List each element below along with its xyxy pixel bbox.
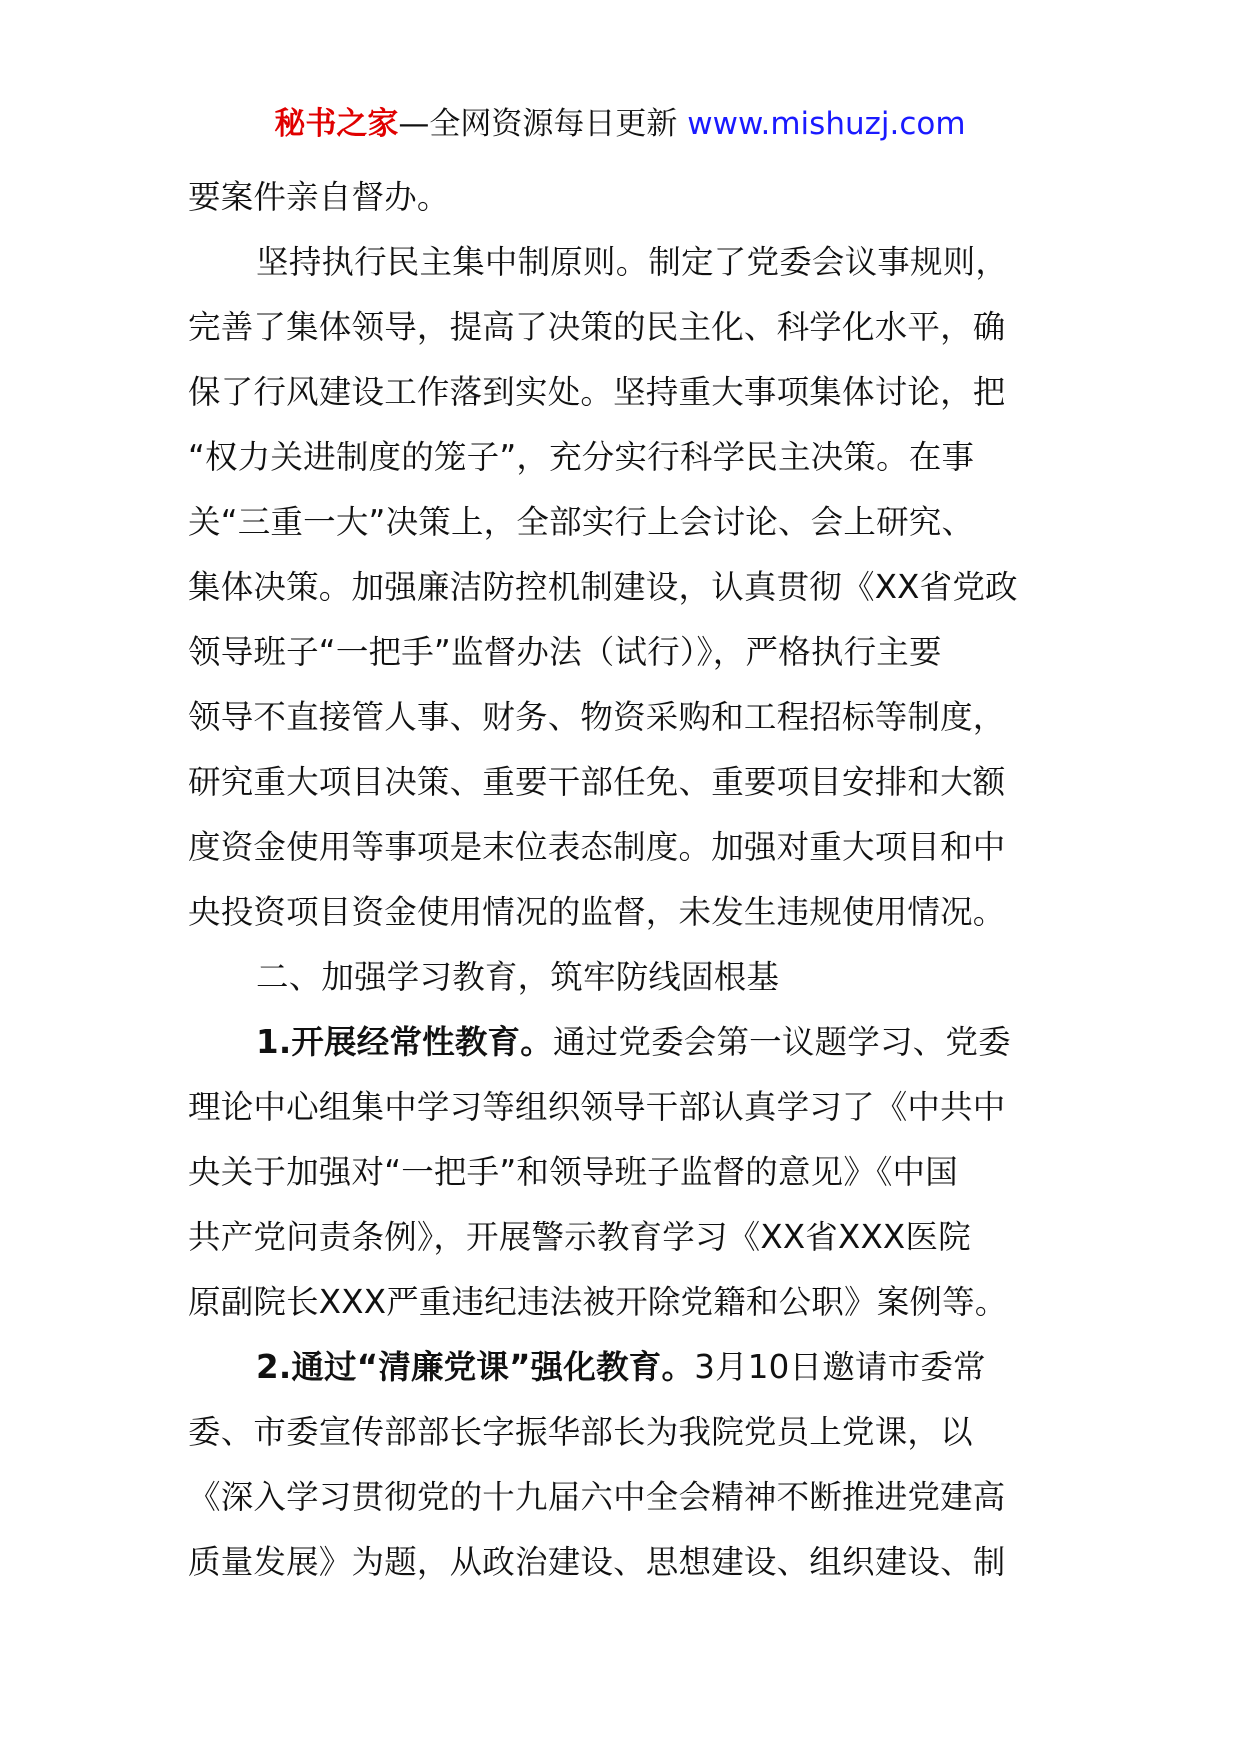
paragraph-start-line: 2.通过“清廉党课”强化教育。3月10日邀请市委常 (256, 1348, 986, 1386)
text-line: 央关于加强对“一把手”和领导班子监督的意见》《中国 (188, 1153, 958, 1191)
text-line: 保了行风建设工作落到实处。坚持重大事项集体讨论，把 (188, 373, 1006, 411)
text-line: 度资金使用等事项是末位表态制度。加强对重大项目和中 (188, 828, 1006, 866)
text-line: 关“三重一大”决策上，全部实行上会讨论、会上研究、 (188, 503, 975, 541)
text-line: 研究重大项目决策、重要干部任免、重要项目安排和大额 (188, 763, 1006, 801)
text-line: “权力关进制度的笼子”，充分实行科学民主决策。在事 (188, 438, 975, 476)
text-line: 领导不直接管人事、财务、物资采购和工程招标等制度， (188, 698, 1006, 736)
text-line: 央投资项目资金使用情况的监督，未发生违规使用情况。 (188, 893, 1006, 931)
subheading-bold: 2.通过“清廉党课”强化教育。 (256, 1348, 695, 1386)
subheading-bold: 1.开展经常性教育。 (256, 1023, 553, 1061)
site-header (0, 100, 1240, 148)
text-line: 集体决策。加强廉洁防控机制建设，认真贯彻《XX省党政 (188, 568, 1018, 606)
text-line: 领导班子“一把手”监督办法（试行）》，严格执行主要 (188, 633, 942, 671)
paragraph-start-line: 1.开展经常性教育。通过党委会第一议题学习、党委 (256, 1023, 1011, 1061)
document-body (188, 165, 1058, 1595)
site-tagline: —全网资源每日更新 (398, 106, 688, 142)
text-line: 共产党问责条例》，开展警示教育学习《XX省XXX医院 (188, 1218, 971, 1256)
text-line: 质量发展》为题，从政治建设、思想建设、组织建设、制 (188, 1543, 1006, 1581)
text-line: 要案件亲自督办。 (188, 178, 450, 216)
text-line: 《深入学习贯彻党的十九届六中全会精神不断推进党建高 (188, 1478, 1006, 1516)
site-brand: 秘书之家 (274, 106, 399, 142)
text-line: 委、市委宣传部部长字振华部长为我院党员上党课，以 (188, 1413, 973, 1451)
text-line: 原副院长XXX严重违纪违法被开除党籍和公职》案例等。 (188, 1283, 1008, 1321)
text-line: 完善了集体领导，提高了决策的民主化、科学化水平，确 (188, 308, 1006, 346)
section-heading: 二、加强学习教育，筑牢防线固根基 (256, 958, 780, 996)
text-line: 理论中心组集中学习等组织领导干部认真学习了《中共中 (188, 1088, 1006, 1126)
site-url-link[interactable]: www.mishuzj.com (687, 106, 966, 142)
paragraph-start-line: 坚持执行民主集中制原则。制定了党委会议事规则， (256, 243, 1009, 281)
